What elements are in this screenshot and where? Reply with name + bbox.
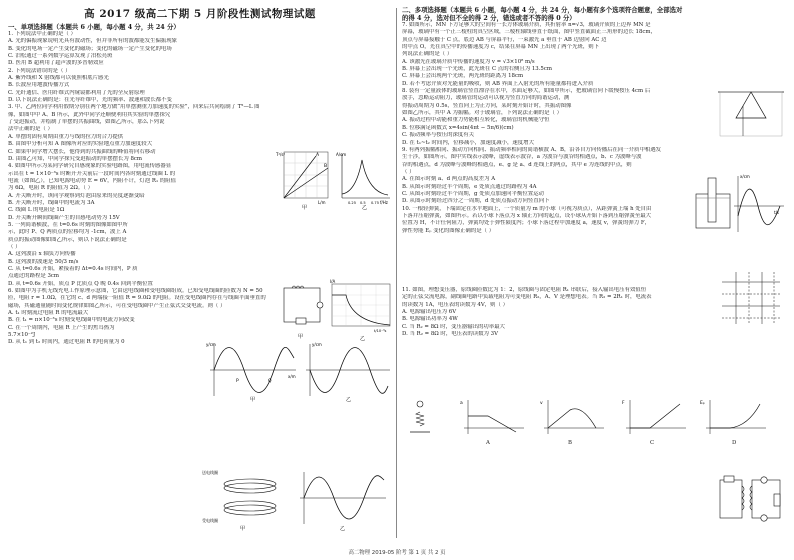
q6-caption-jia: 甲 [240, 526, 246, 532]
question-line: 6. 如图甲为手机无线充电工作原理示意图，它由送电线圈和受电线圈组成。已知受电线圈的匝数为 N = 50 [8, 288, 263, 295]
question-line: C. 线圈 L 的电阻是 1Ω [8, 207, 65, 214]
q6-label-receive: 受电线圈 [202, 518, 218, 523]
q4-y-axis-label: I/A [330, 279, 336, 284]
q3b-y-axis-label: A/cm [336, 152, 347, 157]
question-line: 为 6Ω，电阻 R 的阻值为 2Ω。（ ） [8, 185, 94, 192]
q10-graph-a [460, 400, 524, 434]
question-line: 1. 下列说法中正确的是（ ） [8, 31, 76, 37]
section-multi-choice-rule: 的得 4 分，选对但不全的得 2 分，错选或者不答的得 0 分） [402, 14, 576, 22]
question-line: 2. 下列说法错误的是（ ） [8, 67, 71, 74]
question-line: 9. 有两列振幅相同、振动方向相同、振动频率相同的简谐横波 A、B，沿各自方向传播后在同一介质中相遇发 [402, 146, 662, 153]
q10-letter-a: A [486, 440, 490, 446]
question-line: A. 电源输出电压为 6V [402, 309, 457, 315]
q6-figure [200, 466, 390, 532]
question-line: 生干涉，如图所示，图中实线表示波峰，虚线表示波谷，a 为波谷与波谷的相遇点，b、c 为波峰与波 [402, 154, 642, 161]
question-line: 示出在 t = 1×10⁻³s 时断开开关前后一段时间内各时刻通过线圈 L 的 [8, 170, 176, 177]
question-line: C. 振动频率与按压的深度有关 [402, 132, 475, 139]
question-line: 弹性势能 Eₚ 变化的图像正确的是（ ） [402, 227, 495, 234]
question-line: D. 从 t=0.6s 开始，质点 P 比质点 Q 晚 0.4s 回到平衡位置 [8, 280, 153, 287]
q4-circuit [284, 286, 323, 324]
q6-flux-graph [300, 472, 386, 532]
question-line: C. 泊松通过一系列数学运算发现了泊松亮斑 [8, 53, 113, 60]
question-line: 7. 如图所示，MN 下方足够大的空间有一长方体玻璃介质，其折射率 n=√3，玻璃介质的上边界 MN 是 [402, 22, 651, 28]
question-line: 位置为 H，不计任何阻力，弹簧均处于弹性限度内；小球下落过程中加速度 a，速度 v，弹簧的弹力 F， [402, 220, 650, 227]
question-line: C. 当 R₂ = 8Ω 时，变压器输出的功率最大 [402, 323, 505, 330]
q5-point-q: Q [268, 379, 272, 384]
question-line: A. 单摆的固有周期由重力与线的拉力的合力提供 [8, 133, 124, 140]
q8-y-axis-label: x/cm [740, 174, 750, 179]
q10-axis-a: a [460, 401, 463, 406]
q3-caption-jia: 甲 [302, 205, 308, 210]
question-line: 下落并压缩弹簧，如图所示。若以小球下落点为 x 轴正方向的起点，设小球从开始下落到压缩弹簧至最大 [402, 212, 652, 219]
question-line: D. 从 t₁ 到 t₂ 时间内，通过电阻 R 的电荷量为 0 [8, 339, 125, 346]
q5-caption-jia: 甲 [250, 397, 256, 402]
question-line: C. 从图示时刻经过半个周期，g 处质点加速向平衡位置运动 [402, 190, 544, 197]
question-line: C. 光纤通信、医用纤维式内窥镜都利用了光的全反射原理 [8, 89, 145, 96]
question-line: B. 在 t₁ = π×10⁻³s 时刻受电线圈中的电流方向改变 [8, 317, 135, 324]
question-line: D. 由图乙可知，甲同学探究受迫振动的单摆摆长为 8cm [8, 155, 143, 162]
q10-graph-letters [404, 440, 788, 448]
q10-axis-v: v [540, 401, 543, 406]
question-line: D. 以下说法正确的是：在光导纤维中，光的频率、波速和波长都不变 [8, 97, 172, 104]
question-line: 定的正弦交流电源，副线圈电路中负载电阻为可变电阻 R₂，A、V 是理想电表。当 R₂ = 2R₁ 时，电流表 [402, 294, 652, 301]
q5-point-p: P [236, 379, 239, 384]
section-single-choice: 一、单项选择题（本题共 6 小题，每小题 4 分，共 24 分） [8, 23, 180, 31]
question-line: B. 长波应用地波传播方式 [8, 82, 70, 89]
question-line: A. 这列波沿 x 轴负方向传播 [8, 251, 76, 258]
q10-figure [404, 398, 788, 438]
question-line: 顶点与屏幕接触于 C 点，底边 AB 与屏幕平行，一束激光 a 垂直于 AB 边射向 AC 边 [402, 36, 607, 43]
question-line: 谷的相遇点，d 为波峰与波峰的相遇点，e、g 是 a、d 连线上的两点，其中 e 为连线的中点，则 [402, 161, 632, 168]
question-line: A. 振动过程中动能和重力势能相互转化，玻璃管的机械能守恒 [402, 117, 550, 124]
question-line: C. 在一个周期内，电阻 R 上产生的焦耳热为 [8, 324, 115, 331]
question-line: 法中正确的是（ ） [8, 126, 53, 133]
question-line: A. 紫外线和 X 射线都可以使照相底片感光 [8, 75, 109, 82]
question-line: B. 变化的电场一定产生变化的磁场；变化的磁场一定产生变化的电场 [8, 45, 172, 52]
q3-line-a-label: A [316, 153, 320, 158]
q3-graph-jia [276, 152, 328, 210]
q6-label-send: 送电线圈 [202, 470, 218, 475]
q3-line-b-label: B [324, 164, 328, 169]
q5-caption-yi: 乙 [346, 397, 352, 402]
question-line: D. 在 t₁~t₂ 时间内，位移减小，加速度减小，速度增大 [402, 139, 534, 146]
q8-graph [734, 174, 784, 232]
question-line: B. 这列波的波速是 50/3 m/s [8, 258, 79, 265]
q10-spring [410, 401, 430, 432]
question-line: 8. 装有一定量液体的玻璃管竖直漂浮在水中，水面足够大，如图甲所示，把玻璃管向下缓慢按压 4cm 后 [402, 88, 651, 95]
q3b-tick-1: 0.25 [348, 201, 357, 205]
question-line: A. t₁ 时刻流过电阻 R 的电流最大 [8, 310, 89, 317]
question-line: 像，如图甲中 A、B 所示，此外甲同学还顺便利用其实验的单摆探究 [8, 111, 171, 118]
question-line: 的读数为 1A，电压表的读数为 4V，则（ ） [402, 301, 509, 308]
q10-axis-f: F [622, 401, 625, 406]
q4-x-axis-label: t/10⁻³s [374, 329, 387, 333]
question-line: 如图乙所示，其中 A 为振幅。对于玻璃管，下列说法正确的是（ ） [402, 110, 562, 117]
question-line: A. 开关断开时，该同学观察到灯泡由原来的亮度逐渐变暗 [8, 192, 145, 199]
q5-figure [206, 340, 392, 402]
q6-coils [202, 469, 276, 532]
question-line: 得振动周期为 0.5s，竖直向上为正方向，某时刻开始计时，其振动图像 [402, 102, 572, 109]
q4-caption-jia: 甲 [298, 334, 304, 340]
question-line: 了受迫振动，并绘制了单摆的共振曲线，如图乙所示，那么下列说 [8, 119, 165, 126]
question-line: （ ） [8, 243, 21, 250]
question-line: 4. 如图甲所示为某同学研究自感现象的实验电路图，用电流传感器显 [8, 163, 172, 170]
question-line: 电流（如图乙），已知电源电动势 E = 6V，内阻不计，灯泡 R₁ 的阻值 [8, 177, 177, 184]
q6-caption-yi: 乙 [340, 526, 346, 532]
q3b-x-axis-label: f/Hz [380, 200, 388, 205]
question-line: 点通过的路程是 3cm [8, 273, 60, 280]
q4-current-graph [298, 279, 390, 342]
question-line: 放手，忽略运动阻力，玻璃管的运动可以视为竖直方向的简谐运动，测 [402, 95, 570, 102]
q5-y-axis-label: y/cm [206, 342, 216, 347]
q4-figure [280, 278, 394, 344]
q8-figure [694, 172, 786, 236]
q9-figure [716, 268, 786, 328]
question-line: 3. 甲、乙两位同学利用假期分别在两个地方做“用单摆测重力加速度的实验”，回来后共同绘制了 T²—L 图 [8, 104, 260, 111]
question-line: B. 电源输出功率为 4W [402, 316, 458, 323]
section-multi-choice-heading: 二、多项选择题（本题共 6 小题，每小题 4 分，共 24 分，每小题有多个选项符合题意，全部选对 [402, 6, 683, 14]
q10-graph-c [622, 400, 686, 434]
question-line: C. 如果甲同学增大摆长，他得到的共振曲线的峰值将向右移动 [8, 148, 156, 155]
q5-wave-jia [206, 342, 296, 402]
question-line: 质点的振动图像如图乙所示，则以下说法正确的是 [8, 236, 127, 243]
q5b-y-axis-label: y/cm [312, 342, 322, 347]
q5-vibration-yi [306, 342, 390, 402]
question-line: 5.7×10⁻²J [8, 332, 36, 339]
q3-graph-yi [336, 152, 390, 210]
question-line: B. 位移满足函数式 x=4sin(4πt − 5π/6)(cm) [402, 124, 514, 131]
question-line: C. 屏幕上会出现两个光斑，两光斑的距离为 18cm [402, 73, 524, 80]
question-line: B. 屏幕上会出现一个光斑，此光斑在 C 点的右侧且为 13.5cm [402, 66, 552, 73]
question-line: 示，此时 P、Q 两质点的位移均为 -1cm，波上 A [8, 229, 127, 236]
q3-x-axis-label: L/m [318, 200, 326, 205]
question-line: A. 在图示时刻 a、d 两点的高度差为 A [402, 176, 496, 183]
q4-caption-yi: 乙 [360, 336, 366, 342]
question-line: D. 若不考虑介质对光能量的吸收，则 AB 界面上入射光的所有能量都将进入介质 [402, 80, 594, 87]
q8-x-axis-label: t/s [774, 210, 779, 215]
question-line: 磁场，其磁通量随时间变化规律如图乙所示，可在受电线圈中产生正弦式交变电流。则（ ） [8, 302, 226, 309]
q11-figure [716, 470, 786, 532]
question-line: B. 开关断开时，线圈中的电流为 3A [8, 199, 95, 206]
q3-caption-yi: 乙 [362, 205, 368, 210]
question-line: 匝，电阻 r = 1.0Ω，在它的 c、d 两端接一阻值 R = 9.0Ω 的电阻。设在受电线圈内存在与线圈平面垂直的 [8, 295, 266, 302]
page-footer: 高二物理 2019-05 阶考 第 1 页 共 2 页 [348, 550, 446, 556]
question-line: D. 当 R₂ = 8Ω 时，电压表的读数为 3V [402, 331, 498, 338]
q10-letter-c: C [650, 440, 655, 446]
question-line: D. 开关断开瞬间线圈产生的自感电动势为 15V [8, 214, 120, 221]
question-line: D. 从图示时刻经过四分之一周期，d 处质点振动方向竖直向下 [402, 198, 550, 205]
q10-letter-b: B [568, 440, 572, 446]
question-line: 的中点 O，光在真空中的传播速度为 c，结果在屏幕 MN 上出现了两个光斑，则下 [402, 44, 600, 51]
question-line: 列说法正确的是（ ） [402, 51, 453, 58]
question-line: 11. 如图，理想变压器，原线圈匝数比为 1：2，原线圈与固定电阻 R₁ 串联后，接入输出电压有效值恒 [402, 286, 647, 293]
q3-figure [276, 148, 394, 210]
question-line: A. 该激光在玻璃介质中传播的速度为 v = √3×10⁸ m/s [402, 58, 535, 65]
q7-figure [716, 84, 786, 140]
q3b-tick-3: 0.75 [371, 201, 380, 205]
question-line: 10. 一根轻弹簧，下端固定在水平地面上，一个质量为 m 的小球（可视为质点），从距弹簧上端 h 处自由 [402, 205, 652, 212]
question-line: C. 从 t=0.6s 开始，紧接着的 Δt=0.4s 时间内，P 质 [8, 266, 138, 272]
q3b-tick-2: 0.5 [360, 201, 366, 205]
question-line: B. 从图示时刻经过半个周期，e 处质点通过的路程为 4A [402, 183, 537, 190]
q5-x-axis-label: x/m [288, 374, 296, 379]
question-line: B. 由图甲分析可知 A 图像所对应的实验地点重力加速度较大 [8, 141, 153, 148]
q3-y-axis-label: T²/s² [276, 152, 286, 157]
question-line: D. 医用 B 超利用了超声波的多普勒效应 [8, 60, 104, 67]
q10-graph-b [540, 400, 604, 434]
question-line: 屏幕，玻璃中有一个正三棱柱的真空区域，三棱柱轴线垂直于纸面，图中竖直截面正三角形的边长 18cm， [402, 29, 656, 36]
question-line: 5. 一列简谐横波，在 t=0.6s 时刻的图像如图甲所 [8, 221, 128, 228]
q10-letter-d: D [732, 440, 737, 446]
exam-title: 高 2017 级高二下期 5 月阶段性测试物理试题 [84, 8, 316, 20]
q8-tube [696, 178, 730, 228]
question-line: （ ） [402, 168, 415, 175]
question-line: A. 光的偏振现象说明光具有波动性，但并非所有的波都能发生偏振现象 [8, 38, 178, 45]
q10-graph-d [700, 400, 766, 434]
column-divider [396, 8, 397, 538]
q10-axis-ep: Eₚ [700, 401, 705, 406]
